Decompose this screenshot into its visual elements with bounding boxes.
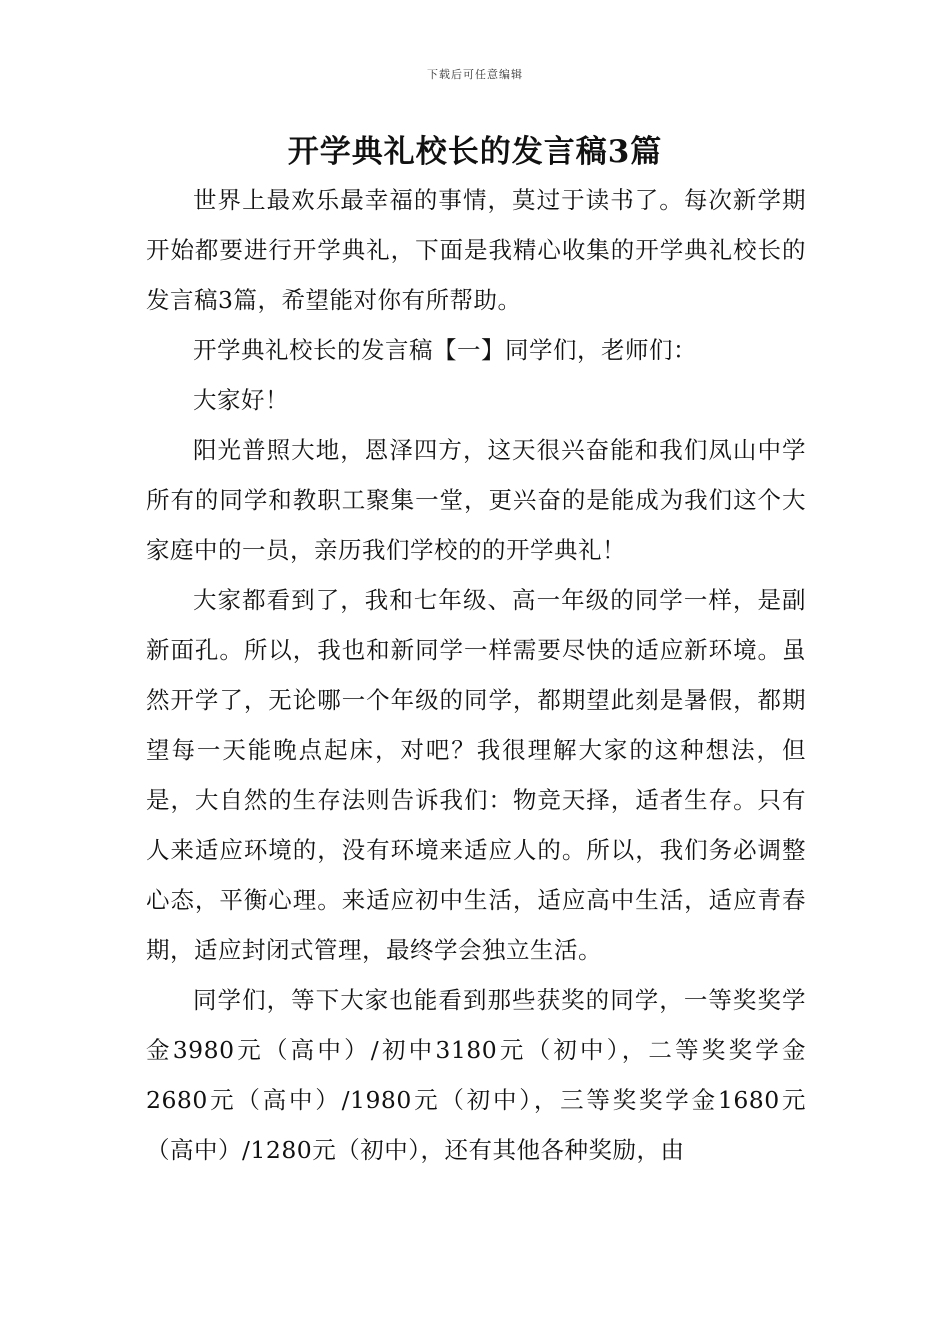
paragraph-scholarship: 同学们，等下大家也能看到那些获奖的同学，一等奖奖学金3980元（高中）/初中3180元（初中），二等奖奖学金2680元（高中）/1980元（初中），三等奖奖学金1680元（高中）/1280元（初中），还有其他各种奖励，由	[146, 986, 806, 1164]
paragraph-speech-heading: 开学典礼校长的发言稿【一】同学们，老师们：	[193, 336, 697, 364]
header-note: 下载后可任意编辑	[427, 68, 523, 81]
paragraph-greeting: 大家好！	[193, 386, 289, 414]
paragraph-intro: 世界上最欢乐最幸福的事情，莫过于读书了。每次新学期开始都要进行开学典礼，下面是我精心收集的开学典礼校长的发言稿3篇，希望能对你有所帮助。	[146, 186, 806, 314]
document-title: 开学典礼校长的发言稿3篇	[287, 134, 663, 170]
paragraph-sunshine: 阳光普照大地，恩泽四方，这天很兴奋能和我们凤山中学所有的同学和教职工聚集一堂，更兴奋的是能成为我们这个大家庭中的一员，亲历我们学校的的开学典礼！	[146, 436, 806, 564]
document-body	[146, 175, 806, 1175]
paragraph-adaptation: 大家都看到了，我和七年级、高一年级的同学一样，是副新面孔。所以，我也和新同学一样需要尽快的适应新环境。虽然开学了，无论哪一个年级的同学，都期望此刻是暑假，都期望每一天能晚点起床，对吧？我很理解大家的这种想法，但是，大自然的生存法则告诉我们：物竞天择，适者生存。只有人来适应环境的，没有环境来适应人的。所以，我们务必调整心态，平衡心理。来适应初中生活，适应高中生活，适应青春期，适应封闭式管理，最终学会独立生活。	[146, 586, 806, 964]
